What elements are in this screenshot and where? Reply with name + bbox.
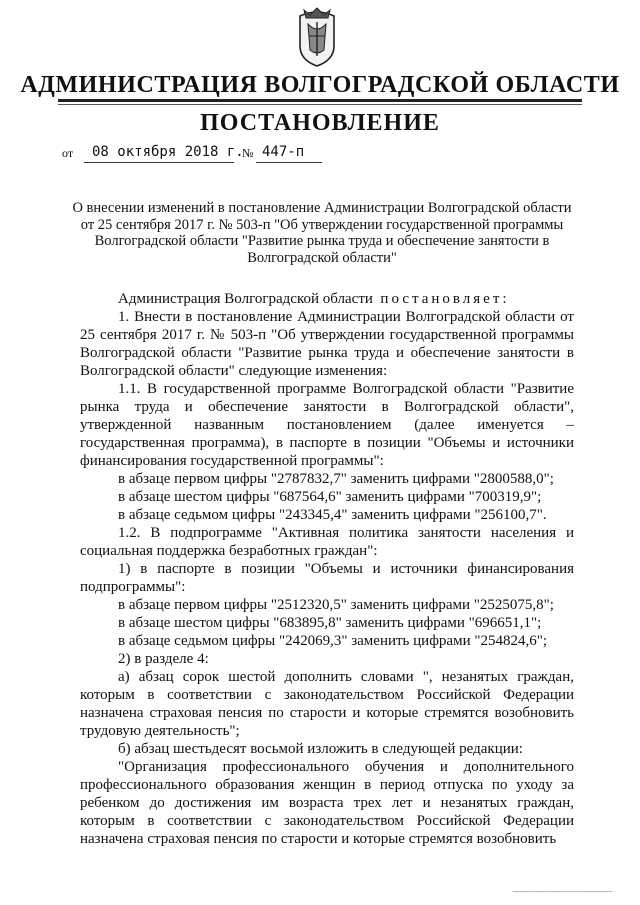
header-divider-thick	[58, 99, 582, 102]
print-footer-line: ──────────────────────────────	[512, 889, 612, 895]
document-body	[80, 290, 574, 848]
document-number: 447-п	[262, 144, 305, 160]
paragraph: в абзаце седьмом цифры "243345,4" заменить цифрами "256100,7".	[118, 507, 547, 523]
paragraph: 1. Внести в постановление Администрации Волгоградской области от 25 сентября 2017 г. № 503-п "Об утверждении государственной программы Волгоградской области "Развитие рынка труда и обеспечение занятости в Волгоградской области" следующие изменения:	[80, 309, 574, 379]
paragraph: 1.2. В подпрограмме "Активная политика занятости населения и социальная поддержка безработных граждан":	[80, 525, 574, 559]
paragraph: в абзаце первом цифры "2512320,5" заменить цифрами "2525075,8";	[118, 597, 554, 613]
document-date: 08 октября 2018 г.	[92, 144, 244, 160]
preamble	[80, 290, 574, 308]
paragraph: "Организация профессионального обучения и дополнительного профессионального образования женщин в период отпуска по уходу за ребенком до достижения им возраста трех лет и незанятых граждан, которым в соответствии с законодательством Российской Федерации назначена страховая пенсия по старости и которые стремятся возобновить	[80, 759, 574, 847]
paragraph: а) абзац сорок шестой дополнить словами ", незанятых граждан, которым в соответствии с законодательством Российской Федерации назначена страховая пенсия по старости и которые стремятся возобновить трудовую деятельность";	[80, 669, 574, 739]
paragraph: в абзаце первом цифры "2787832,7" заменить цифрами "2800588,0";	[118, 471, 554, 487]
paragraph: в абзаце шестом цифры "683895,8" заменить цифрами "696651,1";	[118, 615, 542, 631]
preamble-text: Администрация Волгоградской области	[118, 291, 373, 307]
paragraph: 1) в паспорте в позиции "Объемы и источники финансирования подпрограммы":	[80, 561, 574, 595]
organization-title: АДМИНИСТРАЦИЯ ВОЛГОГРАДСКОЙ ОБЛАСТИ	[20, 72, 620, 98]
paragraph: в абзаце шестом цифры "687564,6" заменить цифрами "700319,9";	[118, 489, 542, 505]
coat-of-arms-emblem	[294, 6, 340, 68]
number-prefix: №	[242, 146, 254, 160]
paragraph: 2) в разделе 4:	[118, 651, 209, 667]
header-divider-thin	[58, 104, 582, 105]
preamble-verb: постановляет:	[380, 291, 510, 307]
date-prefix: от	[62, 146, 74, 160]
paragraph: в абзаце седьмом цифры "242069,3" заменить цифрами "254824,6";	[118, 633, 548, 649]
document-subject: О внесении изменений в постановление Администрации Волгоградской области от 25 сентября 2017 г. № 503-п "Об утверждении государственной программы Волгоградской области "Развитие рынка труда и обеспечение занятости в Волгоградской области"	[72, 200, 572, 266]
date-underline	[84, 162, 234, 163]
number-underline	[256, 162, 322, 163]
paragraph: 1.1. В государственной программе Волгоградской области "Развитие рынка труда и обеспечение занятости в Волгоградской области", утвержденной названным постановлением (далее именуется – государственная программа), в паспорте в позиции "Объемы и источники финансирования государственной программы":	[80, 381, 574, 469]
paragraph: б) абзац шестьдесят восьмой изложить в следующей редакции:	[118, 741, 523, 757]
document-type-heading: ПОСТАНОВЛЕНИЕ	[200, 110, 440, 136]
